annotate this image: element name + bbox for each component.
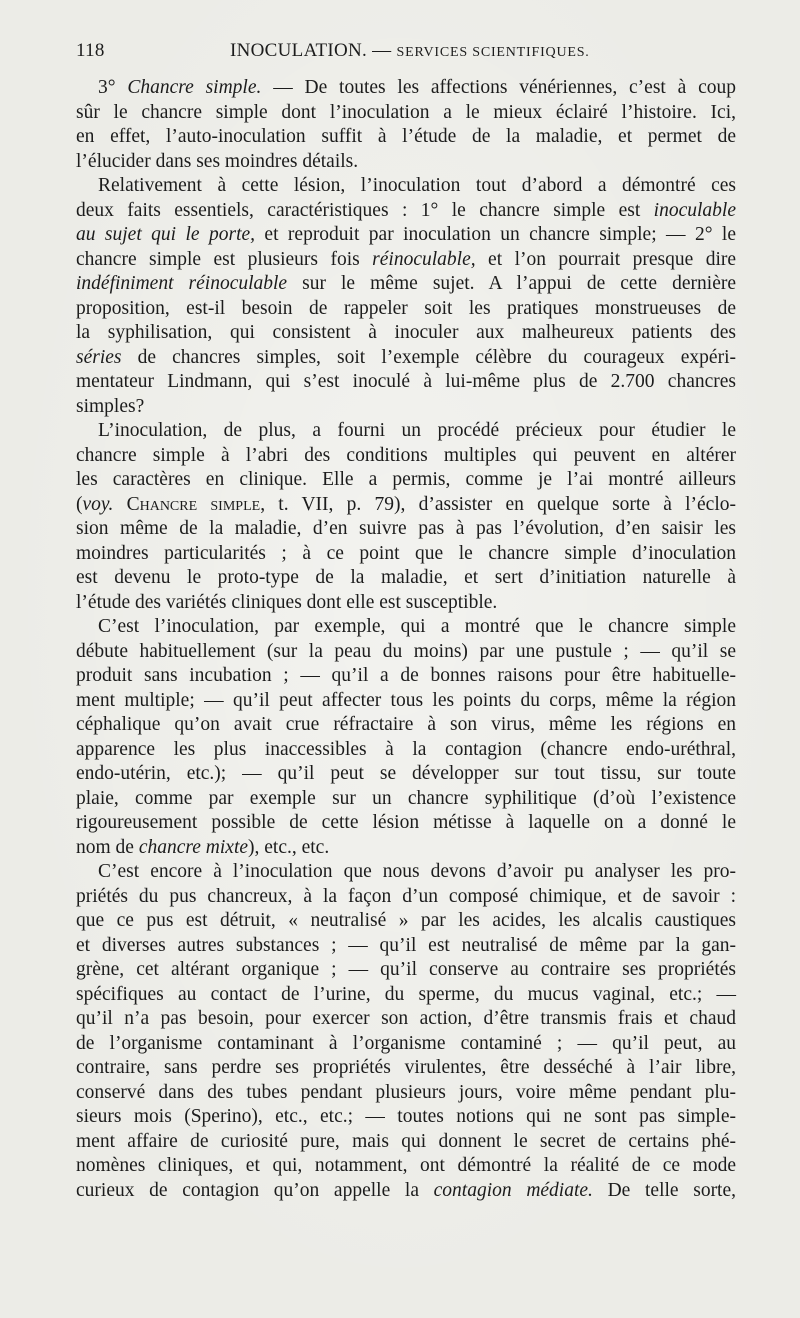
text-line [76,272,736,297]
text-line: que ce pus est détruit, « neutralisé » par les acides, les alcalis caustiques [76,910,736,931]
title-separator: — [367,40,397,61]
text-line: sûr le chancre simple dont l’inoculation a le mieux éclairé l’histoire. Ici, [76,101,736,123]
text-line: C’est encore à l’inoculation que nous devons d’avoir pu analyser les pro- [98,861,736,882]
emphasis: contagion médiate. [433,1179,593,1201]
text-line [76,76,736,101]
paragraph-relativement [76,174,736,419]
text-run: de chancres simples, soit l’exemple célèbre du courageux expéri- [121,346,736,368]
text-run: deux faits essentiels, caractéristiques : 1° le chancre simple est [76,199,654,221]
text-line: mentateur Lindmann, qui s’est inoculé à lui-même plus de 2.700 chancres [76,371,736,392]
text-run [113,494,126,515]
paragraph-chancre-simple [76,76,736,174]
text-line: nomènes cliniques, et qui, notamment, ont démontré la réalité de ce mode [76,1155,736,1176]
emphasis: voy. [82,493,114,515]
text-line: L’inoculation, de plus, a fourni un procédé précieux pour étudier le [98,420,736,441]
text-line: sion même de la maladie, d’en suivre pas à pas l’évolution, d’en saisir les [76,518,736,539]
text-line: la syphilisation, qui consistent à inoculer aux malheureux patients des [76,322,736,343]
text-line: apparence les plus inaccessibles à la contagion (chancre endo-uréthral, [76,738,736,760]
text-line: ment multiple; — qu’il peut affecter tous les points du corps, même la région [76,689,736,711]
text-line [76,346,736,371]
text-line: Relativement à cette lésion, l’inoculation tout d’abord a démontré ces [98,175,736,196]
text-line: débute habituellement (sur la peau du moins) par une pustule ; — qu’il se [76,640,736,662]
text-line [76,248,736,273]
text-line [76,836,736,861]
text-line: chancre simple à l’abri des conditions multiples qui peuvent en altérer [76,444,736,466]
text-line: l’étude des variétés cliniques dont elle est susceptible. [76,591,498,613]
text-line: sieurs mois (Sperino), etc., etc.; — toutes notions qui ne sont pas simple- [76,1106,736,1127]
text-line: l’élucider dans ses moindres détails. [76,150,359,172]
text-run: chancre simple est plusieurs fois [76,248,373,270]
emphasis: réinoculable, [372,248,476,270]
text-run: ( [76,493,83,515]
text-run: — De toutes les affections vénériennes, c’est à coup [261,77,736,98]
text-line: endo-utérin, etc.); — qu’il peut se développer sur tout tissu, sur toute [76,763,736,784]
text-line: conservé dans des tubes pendant plusieurs jours, voire même pendant plu- [76,1081,736,1103]
text-line: moindres particularités ; à ce point que le chancre simple d’inoculation [76,542,736,564]
text-line: priétés du pus chancreux, à la façon d’un composé chimique, et de savoir : [76,885,736,907]
running-title [230,40,590,62]
section-title: INOCULATION. [230,40,368,61]
body-text [76,76,736,1203]
text-line: C’est l’inoculation, par exemple, qui a montré que le chancre simple [98,616,736,637]
paragraph-inoculation-procede [76,419,736,615]
emphasis: indéfiniment réinoculable [76,273,288,294]
text-run: , t. VII, p. 79), d’assister en quelque sorte à l’éclo- [260,493,736,515]
text-line [76,493,736,518]
paragraph-par-exemple [76,615,736,860]
text-line: en effet, l’auto-inoculation suffit à l’étude de la maladie, et permet de [76,126,736,147]
emphasis: au sujet qui le porte, [76,224,256,245]
text-line: simples? [76,395,145,417]
text-line: contraire, sans perdre ses propriétés virulentes, être desséché à l’air libre, [76,1057,736,1078]
text-run: et l’on pourrait presque dire [475,248,737,270]
text-line: qu’il n’a pas besoin, pour exercer son action, d’être transmis frais et chaud [76,1008,736,1029]
text-run: nom de [76,836,139,858]
section-subtitle: SERVICES SCIENTIFIQUES. [396,45,590,60]
paragraph-c-est-encore [76,860,736,1203]
running-head [76,40,736,68]
text-line: proposition, est-il besoin de rappeler soit les pratiques monstrueuses de [76,297,736,319]
text-line: rigoureusement possible de cette lésion métisse à laquelle on a donné le [76,812,736,833]
text-line: grène, cet altérant organique ; — qu’il conserve au contraire ses propriétés [76,959,736,980]
emphasis: inoculable [653,199,736,221]
text-line: plaie, comme par exemple sur un chancre syphilitique (d’où l’existence [76,787,736,809]
text-line: est devenu le proto-type de la maladie, et sert d’initiation naturelle à [76,567,736,588]
cross-reference: Chancre simple [126,493,261,515]
page-number: 118 [76,40,105,61]
section-heading: Chancre simple. [127,77,262,98]
text-line [76,223,736,248]
text-line [76,1179,736,1204]
text-run: ), etc., etc. [248,836,330,858]
text-line: et diverses autres substances ; — qu’il est neutralisé de même par la gan- [76,934,736,956]
text-line: spécifiques au contact de l’urine, du sperme, du mucus vaginal, etc.; — [76,983,736,1005]
text-run: 3° [98,77,128,98]
text-run: De telle sorte, [592,1179,737,1201]
text-line: céphalique qu’on avait crue réfractaire à son virus, même les régions en [76,714,736,735]
emphasis: séries [76,346,122,368]
text-run: curieux de contagion qu’on appelle la [76,1179,434,1201]
text-line: ment affaire de curiosité pure, mais qui donnent le secret de certains phé- [76,1130,736,1152]
emphasis: chancre mixte [138,836,249,858]
text-line: les caractères en clinique. Elle a permis, comme je l’ai montré ailleurs [76,469,736,490]
text-run: et reproduit par inoculation un chancre simple; — 2° le [255,224,736,245]
text-run: sur le même sujet. A l’appui de cette dernière [287,273,736,294]
text-line: produit sans incubation ; — qu’il a de bonnes raisons pour être habituelle- [76,665,736,686]
text-line [76,199,736,224]
text-line: de l’organisme contaminant à l’organisme contaminé ; — qu’il peut, au [76,1032,736,1054]
